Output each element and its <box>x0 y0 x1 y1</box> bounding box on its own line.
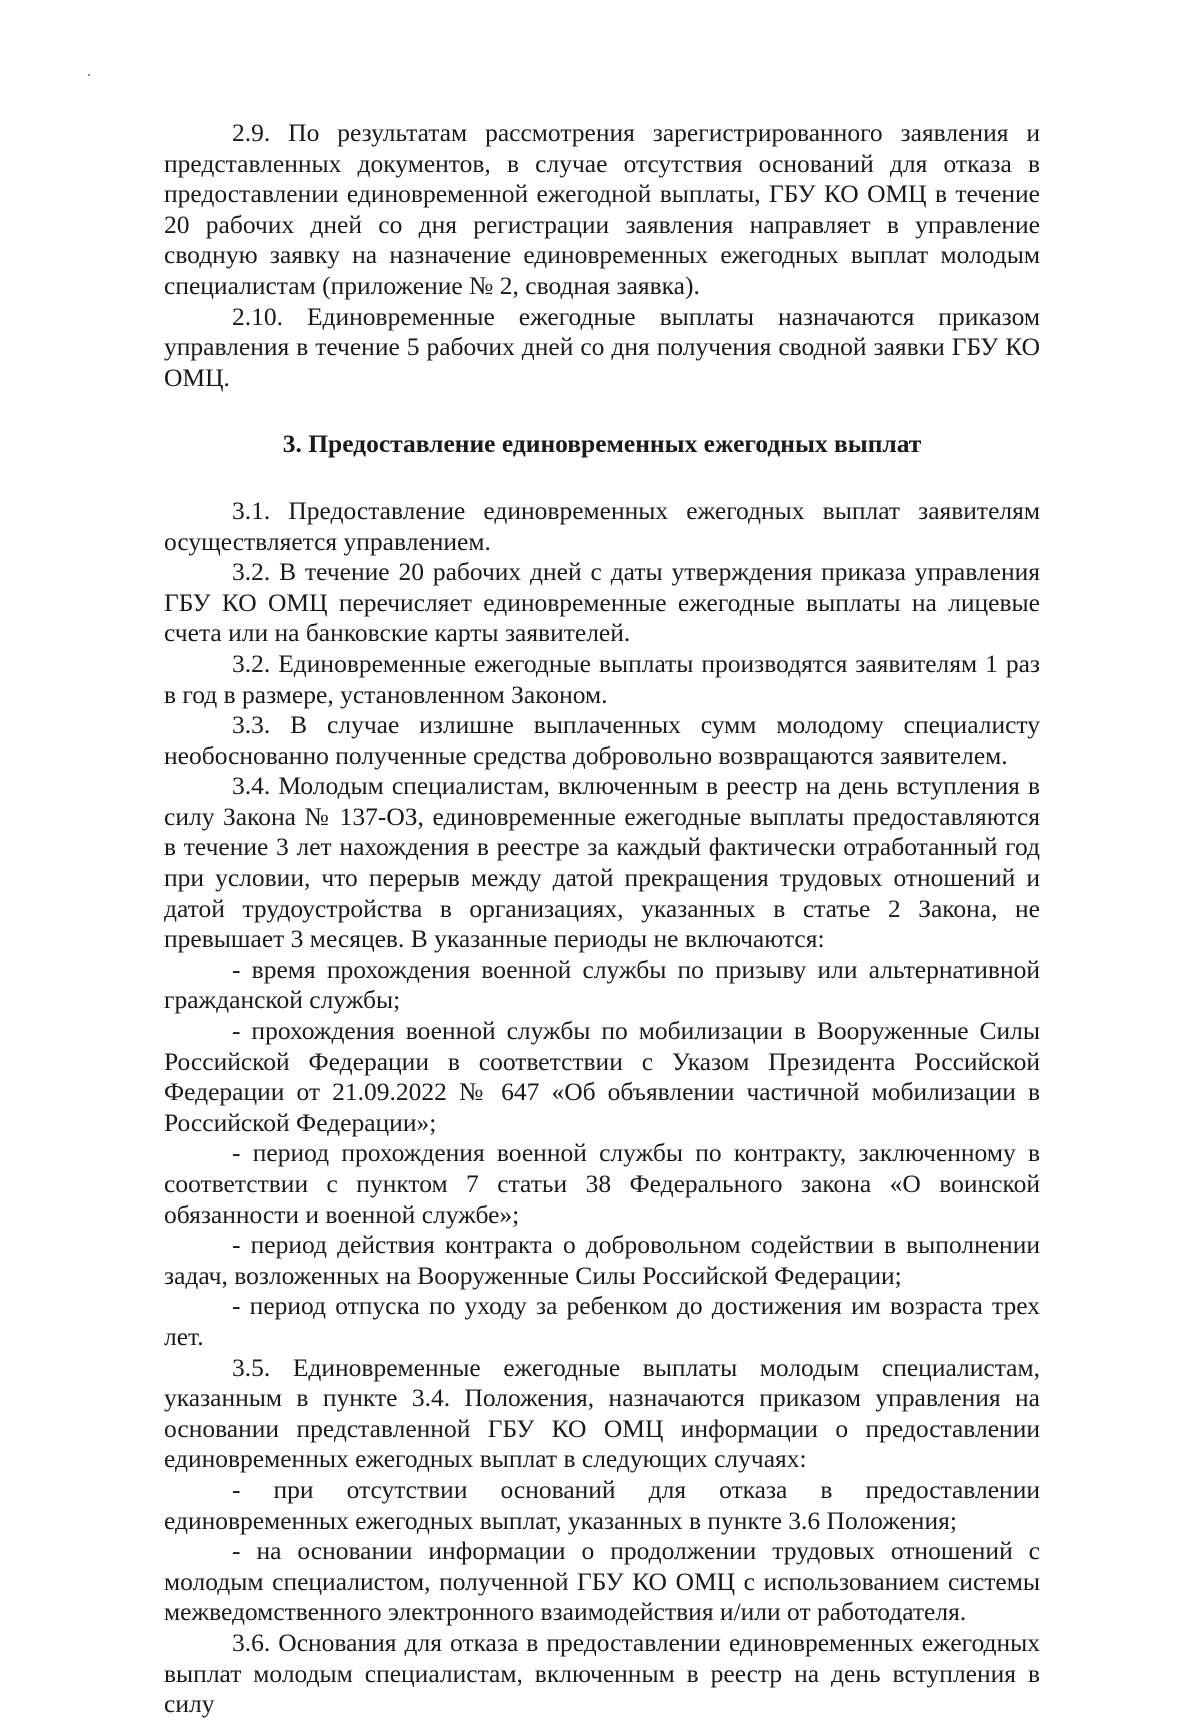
paragraph-3-2-a: 3.2. В течение 20 рабочих дней с даты утверждения приказа управления ГБУ КО ОМЦ перечисляет единовременные ежегодные выплаты на лицевые счета или на банковские карты заявителей. <box>164 557 1040 648</box>
section-3-heading: 3. Предоставление единовременных ежегодных выплат <box>282 429 922 459</box>
list-item-military-service: - время прохождения военной службы по призыву или альтернативной гражданской службы; <box>164 954 1040 1015</box>
list-item-contract-service: - период прохождения военной службы по контракту, заключенному в соответствии с пунктом 7 статьи 38 Федерального закона «О воинской обязанности и военной службе»; <box>164 1138 1040 1229</box>
paragraph-3-4: 3.4. Молодым специалистам, включенным в реестр на день вступления в силу Закона № 137-ОЗ, единовременные ежегодные выплаты предоставляются в течение 3 лет нахождения в реестре за каждый фактически отработанный год при условии, что перерыв между датой прекращения трудовых отношений и датой трудоустройства в организациях, указанных в статье 2 Закона, не превышает 3 месяцев. В указанные периоды не включаются: <box>164 771 1040 954</box>
paragraph-3-5: 3.5. Единовременные ежегодные выплаты молодым специалистам, указанным в пункте 3.4. Положения, назначаются приказом управления на основании представленной ГБУ КО ОМЦ информации о предоставлении единовременных ежегодных выплат в следующих случаях: <box>164 1352 1040 1474</box>
list-item-employment-info: - на основании информации о продолжении трудовых отношений с молодым специалистом, полученной ГБУ КО ОМЦ с использованием системы межведомственного электронного взаимодействия и/или от работодателя. <box>164 1536 1040 1627</box>
paragraph-3-3: 3.3. В случае излишне выплаченных сумм молодому специалисту необоснованно полученные средства добровольно возвращаются заявителем. <box>164 710 1040 770</box>
list-item-no-refusal-grounds: - при отсутствии оснований для отказа в предоставлении единовременных ежегодных выплат, указанных в пункте 3.6 Положения; <box>164 1474 1040 1535</box>
paragraph-3-1: 3.1. Предоставление единовременных ежегодных выплат заявителям осуществляется управлением. <box>164 495 1040 556</box>
paragraph-2-9: 2.9. По результатам рассмотрения зарегистрированного заявления и представленных документов, в случае отсутствия оснований для отказа в предоставлении единовременной ежегодной выплаты, ГБУ КО ОМЦ в течение 20 рабочих дней со дня регистрации заявления направляет в управление сводную заявку на назначение единовременных ежегодных выплат молодым специалистам (приложение № 2, сводная заявка). <box>164 118 1040 300</box>
list-item-volunteer-contract: - период действия контракта о добровольном содействии в выполнении задач, возложенных на Вооруженные Силы Российской Федерации; <box>164 1230 1040 1290</box>
paragraph-2-10: 2.10. Единовременные ежегодные выплаты назначаются приказом управления в течение 5 рабочих дней со дня получения сводной заявки ГБУ КО ОМЦ. <box>164 301 1040 392</box>
list-item-parental-leave: - период отпуска по уходу за ребенком до достижения им возраста трех лет. <box>164 1291 1040 1351</box>
paragraph-3-6: 3.6. Основания для отказа в предоставлении единовременных ежегодных выплат молодым специалистам, включенным в реестр на день вступления в силу <box>164 1627 1040 1719</box>
scan-speck <box>88 74 90 76</box>
paragraph-3-2-b: 3.2. Единовременные ежегодные выплаты производятся заявителям 1 раз в год в размере, установленном Законом. <box>164 648 1040 709</box>
list-item-mobilization: - прохождения военной службы по мобилизации в Вооруженные Силы Российской Федерации в соответствии с Указом Президента Российской Федерации от 21.09.2022 № 647 «Об объявлении частичной мобилизации в Российской Федерации»; <box>164 1016 1040 1137</box>
document-page <box>164 118 1040 1720</box>
